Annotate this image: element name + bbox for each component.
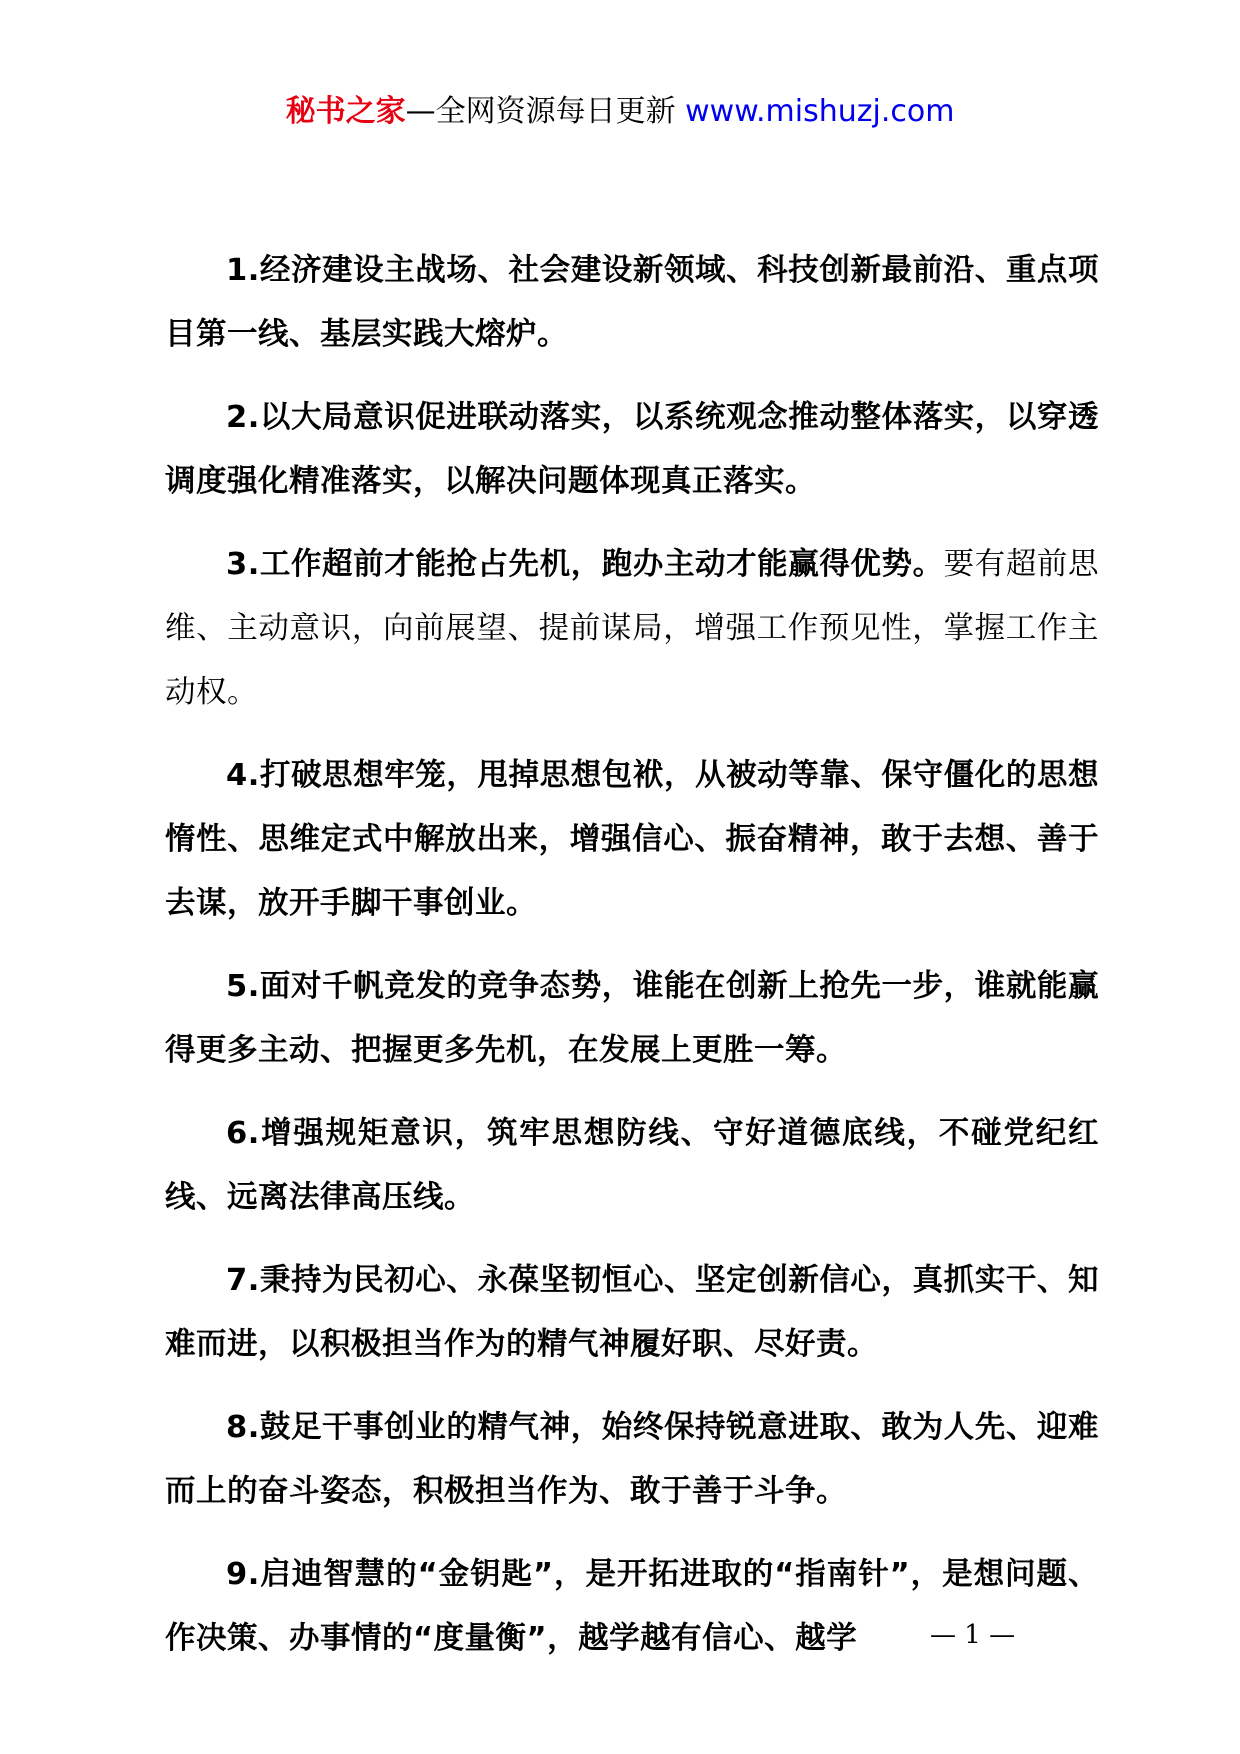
paragraph-lead: 3.工作超前才能抢占先机，跑办主动才能赢得优势。: [226, 547, 944, 582]
paragraph-3: [165, 533, 1099, 725]
paragraph-lead: 1.经济建设主战场、社会建设新领域、科技创新最前沿、重点项目第一线、基层实践大熔炉。: [165, 253, 1099, 352]
site-url-link[interactable]: www.mishuzj.com: [685, 94, 955, 129]
site-header: [0, 92, 1240, 132]
paragraph-1: [165, 239, 1099, 367]
paragraph-lead: 8.鼓足干事创业的精气神，始终保持锐意进取、敢为人先、迎难而上的奋斗姿态，积极担当作为、敢于善于斗争。: [165, 1410, 1099, 1509]
paragraph-lead: 6.增强规矩意识，筑牢思想防线、守好道德底线，不碰党纪红线、远离法律高压线。: [165, 1116, 1099, 1215]
paragraph-lead: 5.面对千帆竞发的竞争态势，谁能在创新上抢先一步，谁就能赢得更多主动、把握更多先机，在发展上更胜一筹。: [165, 969, 1099, 1068]
paragraph-lead: 4.打破思想牢笼，甩掉思想包袱，从被动等靠、保守僵化的思想惰性、思维定式中解放出来，增强信心、振奋精神，敢于去想、善于去谋，放开手脚干事创业。: [165, 758, 1099, 921]
paragraph-lead: 2.以大局意识促进联动落实，以系统观念推动整体落实，以穿透调度强化精准落实，以解决问题体现真正落实。: [165, 400, 1099, 499]
paragraph-4: [165, 744, 1099, 936]
paragraph-8: [165, 1396, 1099, 1524]
paragraph-lead: 9.启迪智慧的“金钥匙”，是开拓进取的“指南针”，是想问题、作决策、办事情的“度量衡”，越学越有信心、越学: [165, 1557, 1099, 1656]
header-tagline: —全网资源每日更新: [405, 94, 686, 129]
paragraph-6: [165, 1102, 1099, 1230]
paragraph-lead: 7.秉持为民初心、永葆坚韧恒心、坚定创新信心，真抓实干、知难而进，以积极担当作为的精气神履好职、尽好责。: [165, 1263, 1099, 1362]
paragraph-5: [165, 955, 1099, 1083]
document-body: [165, 239, 1099, 1690]
paragraph-rest: 要有超前思维、主动意识，向前展望、提前谋局，增强工作预见性，掌握工作主动权。: [165, 547, 1099, 710]
page-number: — 1 —: [930, 1620, 1016, 1650]
brand-name: 秘书之家: [285, 94, 406, 129]
paragraph-2: [165, 386, 1099, 514]
paragraph-7: [165, 1249, 1099, 1377]
